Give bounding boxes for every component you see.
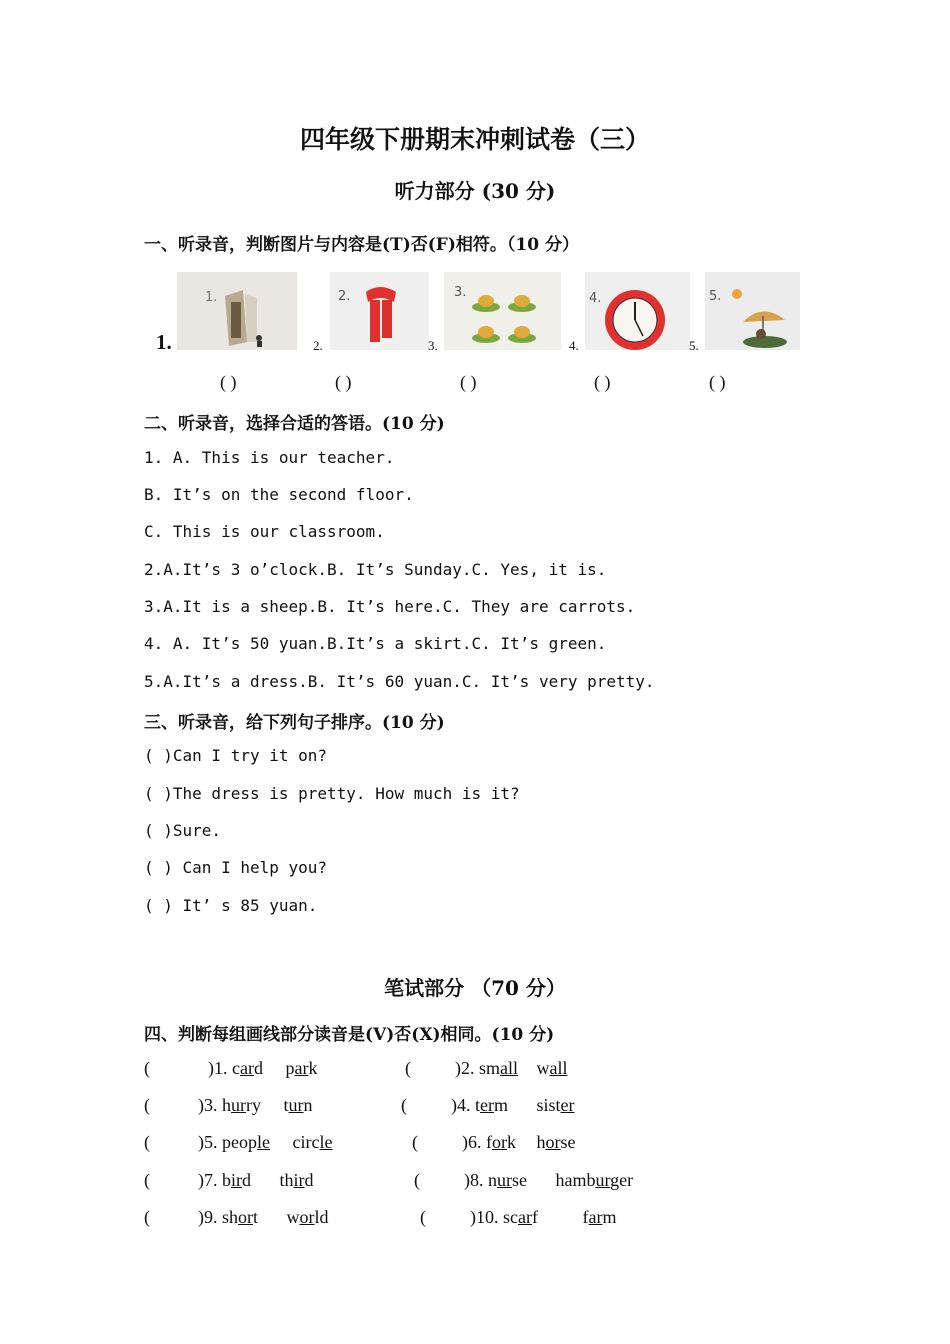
phonics-item-4[interactable]: ( )4. term sister [401,1095,575,1115]
clock-picture-icon [585,272,690,350]
picture-2 [330,272,429,350]
scarf-picture-icon [330,272,429,350]
phonics-item-10[interactable]: ( )10. scarf farm [420,1207,617,1227]
page-title: 四年级下册期末冲刺试卷（三） [299,125,650,154]
answer-bracket-2[interactable]: ( ) [335,372,352,392]
section3-line-1: ( )Can I try it on? [144,746,328,765]
picture-4 [585,272,690,350]
written-header: 笔试部分 （70 分） [384,976,566,1000]
svg-text:3.: 3. [454,285,467,300]
picture-3 [444,272,561,350]
section2-line-2: B. It’s on the second floor. [144,485,414,504]
section2-line-7: 5.A.It’s a dress.B. It’s 60 yuan.C. It’s very pretty. [144,672,655,691]
section2-heading: 二、听录音，选择合适的答语。(10 分) [144,414,445,434]
section1-heading: 一、听录音，判断图片与内容是(T)否(F)相符。（10 分） [144,235,579,255]
section2-line-3: C. This is our classroom. [144,522,385,541]
phonics-item-1[interactable]: ( )1. card park [144,1058,318,1078]
section2-line-6: 4. A. It’s 50 yuan.B.It’s a skirt.C. It’s green. [144,634,607,653]
section3-line-5: ( ) It’ s 85 yuan. [144,896,318,915]
phonics-item-8[interactable]: ( )8. nurse hamburger [414,1170,634,1190]
section3-line-2: ( )The dress is pretty. How much is it? [144,784,520,803]
answer-bracket-4[interactable]: ( ) [594,372,611,392]
letter-picture-icon [177,272,297,350]
section2-line-4: 2.A.It’s 3 o’clock.B. It’s Sunday.C. Yes, it is. [144,560,607,579]
svg-text:5.: 5. [709,289,722,304]
picture-1 [177,272,297,350]
birds-picture-icon [444,272,561,350]
section2-line-1: 1. A. This is our teacher. [144,448,395,467]
svg-text:4.: 4. [589,291,602,306]
word-1b: park [285,1058,318,1078]
caption-number-4: 4. [569,338,579,353]
section1-big-number: 1. [156,330,172,354]
section3-line-3: ( )Sure. [144,821,222,840]
answer-bracket-1[interactable]: ( ) [220,372,237,392]
picture-1-number: 1. [205,290,218,305]
phonics-item-7[interactable]: ( )7. bird third [144,1170,314,1190]
phonics-item-9[interactable]: ( )9. short world [144,1207,329,1227]
phonics-item-3[interactable]: ( )3. hurry turn [144,1095,313,1115]
answer-bracket-3[interactable]: ( ) [460,372,477,392]
caption-number-2: 2. [313,338,323,353]
umbrella-picture-icon [705,272,800,350]
listening-header: 听力部分 (30 分) [394,179,556,203]
caption-number-5: 5. [689,338,699,353]
section3-heading: 三、听录音，给下列句子排序。(10 分) [144,713,445,733]
phonics-item-6[interactable]: ( )6. fork horse [412,1132,576,1152]
answer-bracket-5[interactable]: ( ) [709,372,726,392]
phonics-item-2[interactable]: ( )2. small wall [405,1058,568,1078]
section4-heading: 四、判断每组画线部分读音是(V)否(X)相同。(10 分) [144,1025,555,1045]
svg-text:2.: 2. [338,289,351,304]
section2-line-5: 3.A.It is a sheep.B. It’s here.C. They are carrots. [144,597,636,616]
phonics-item-5[interactable]: ( )5. people circle [144,1132,333,1152]
word-1a: card [232,1058,263,1078]
section3-line-4: ( ) Can I help you? [144,858,328,877]
caption-number-3: 3. [428,338,438,353]
picture-5 [705,272,800,350]
